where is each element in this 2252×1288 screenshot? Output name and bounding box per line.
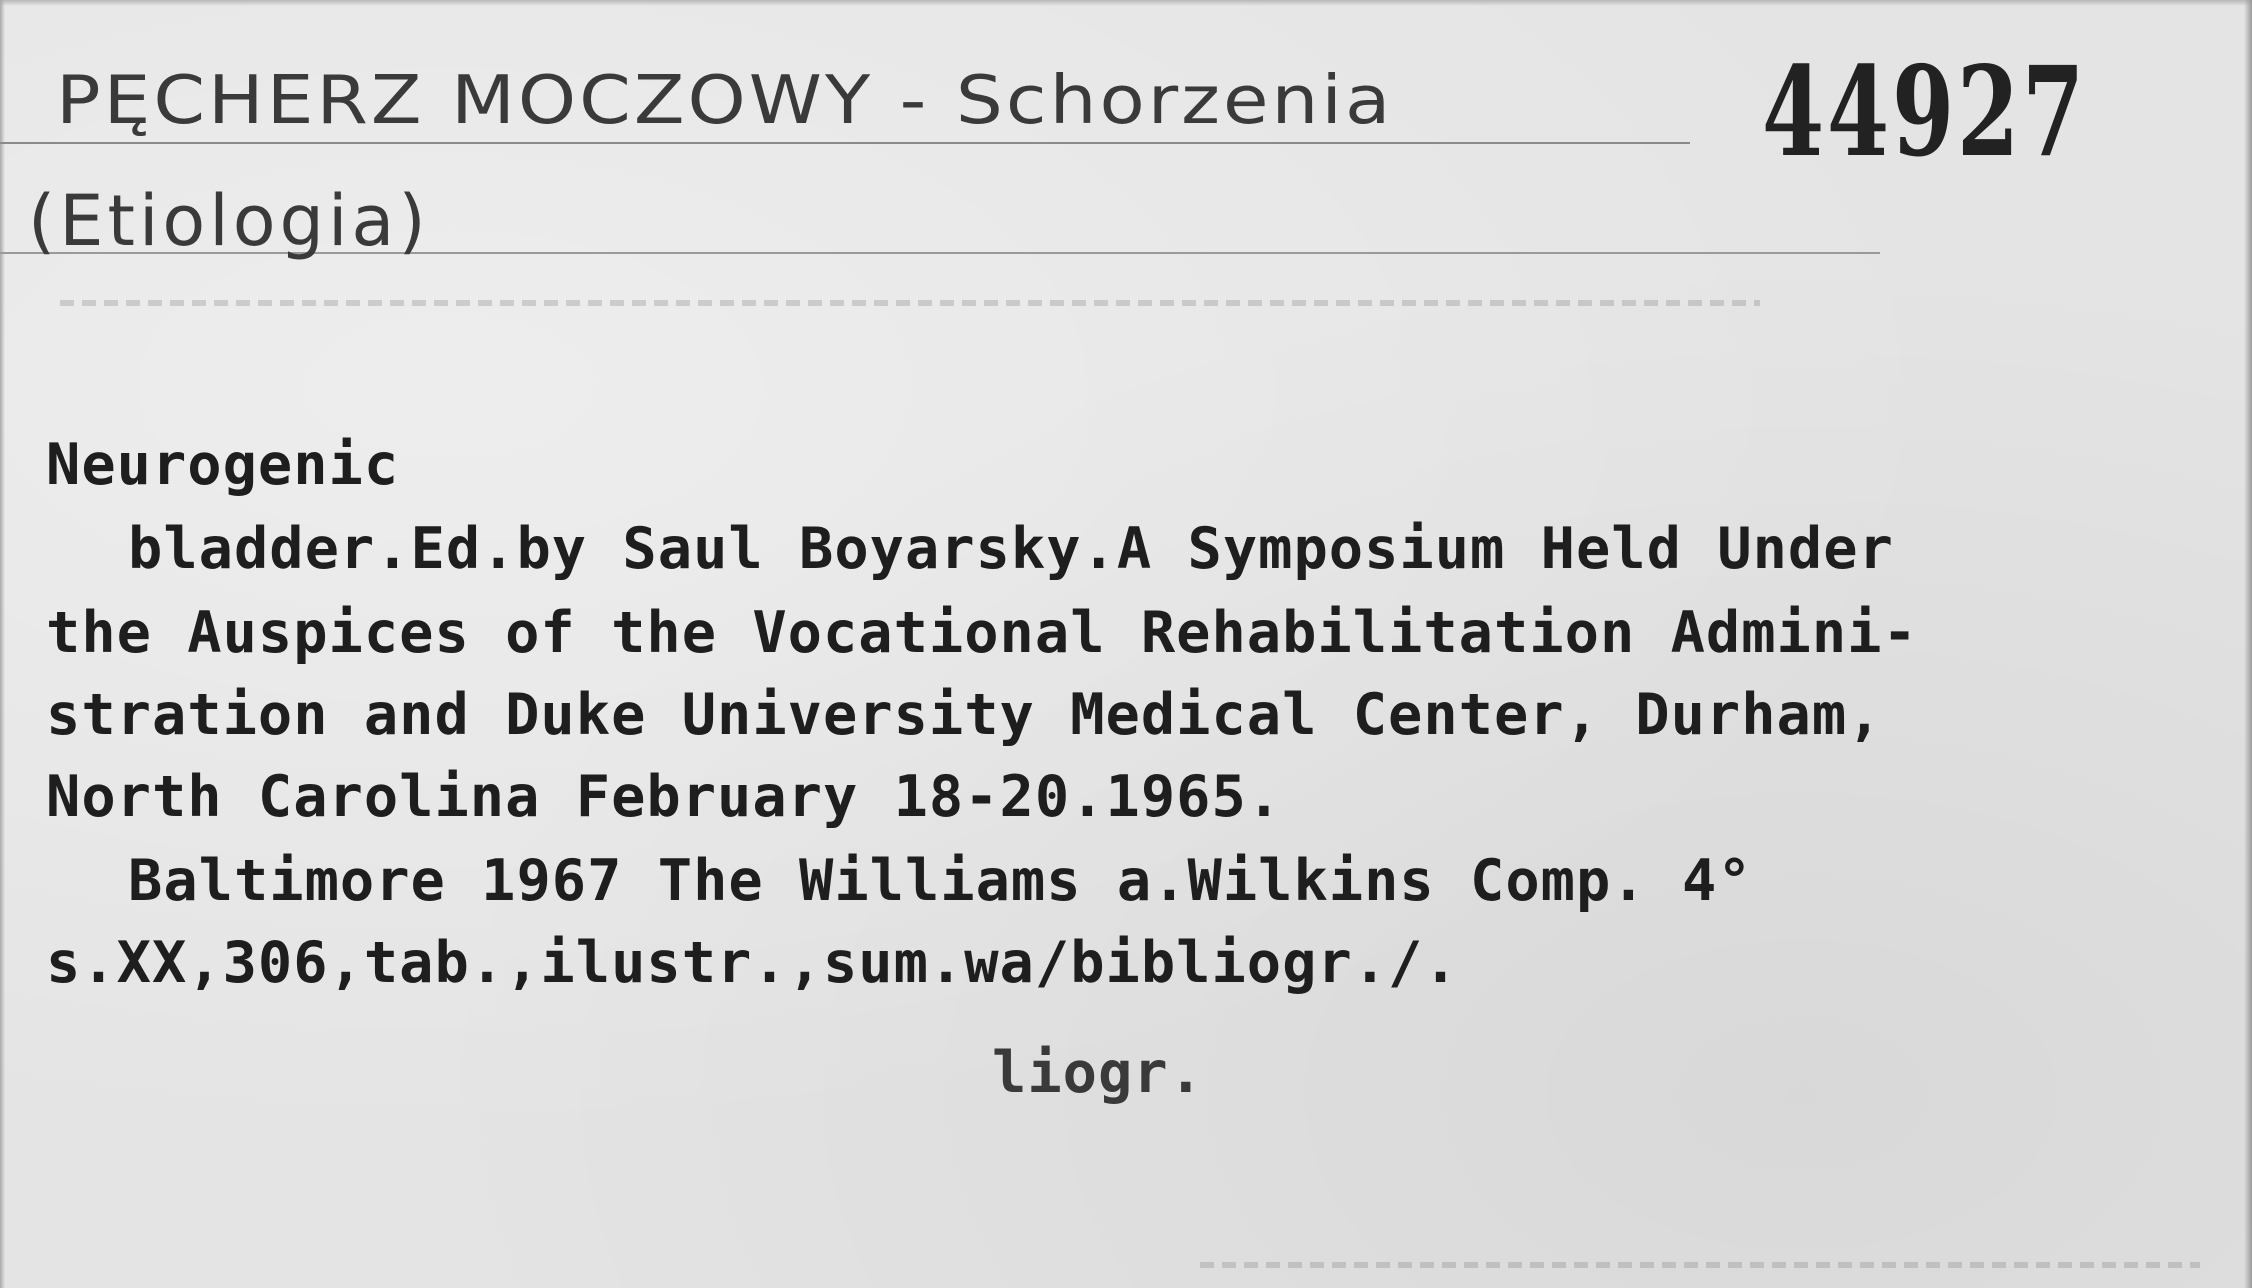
imprint-line: Baltimore 1967 The Williams a.Wilkins Comp. 4° [128, 848, 1753, 914]
show-through-mark [60, 300, 1760, 306]
correction-note: liogr. [992, 1040, 1204, 1106]
entry-title-line: Neurogenic [46, 432, 400, 498]
accession-number: 44927 [1762, 40, 2088, 185]
subject-heading: PĘCHERZ MOCZOWY - Schorzenia [56, 62, 1394, 140]
card-left-edge [0, 0, 5, 1288]
card-right-edge [2244, 0, 2252, 1288]
entry-description-line: bladder.Ed.by Saul Boyarsky.A Symposium Held Under [128, 516, 1894, 582]
entry-description-line: stration and Duke University Medical Center, Durham, [46, 682, 1883, 748]
show-through-mark [1200, 1262, 2200, 1268]
collation-line: s.XX,306,tab.,ilustr.,sum.wa/bibliogr./. [46, 930, 1459, 996]
heading-underline [0, 142, 1690, 144]
subject-subheading: (Etiologia) [28, 180, 430, 262]
entry-description-line: North Carolina February 18-20.1965. [46, 764, 1283, 830]
card-top-edge [0, 0, 2252, 6]
entry-description-line: the Auspices of the Vocational Rehabilitation Admini- [46, 600, 1918, 666]
